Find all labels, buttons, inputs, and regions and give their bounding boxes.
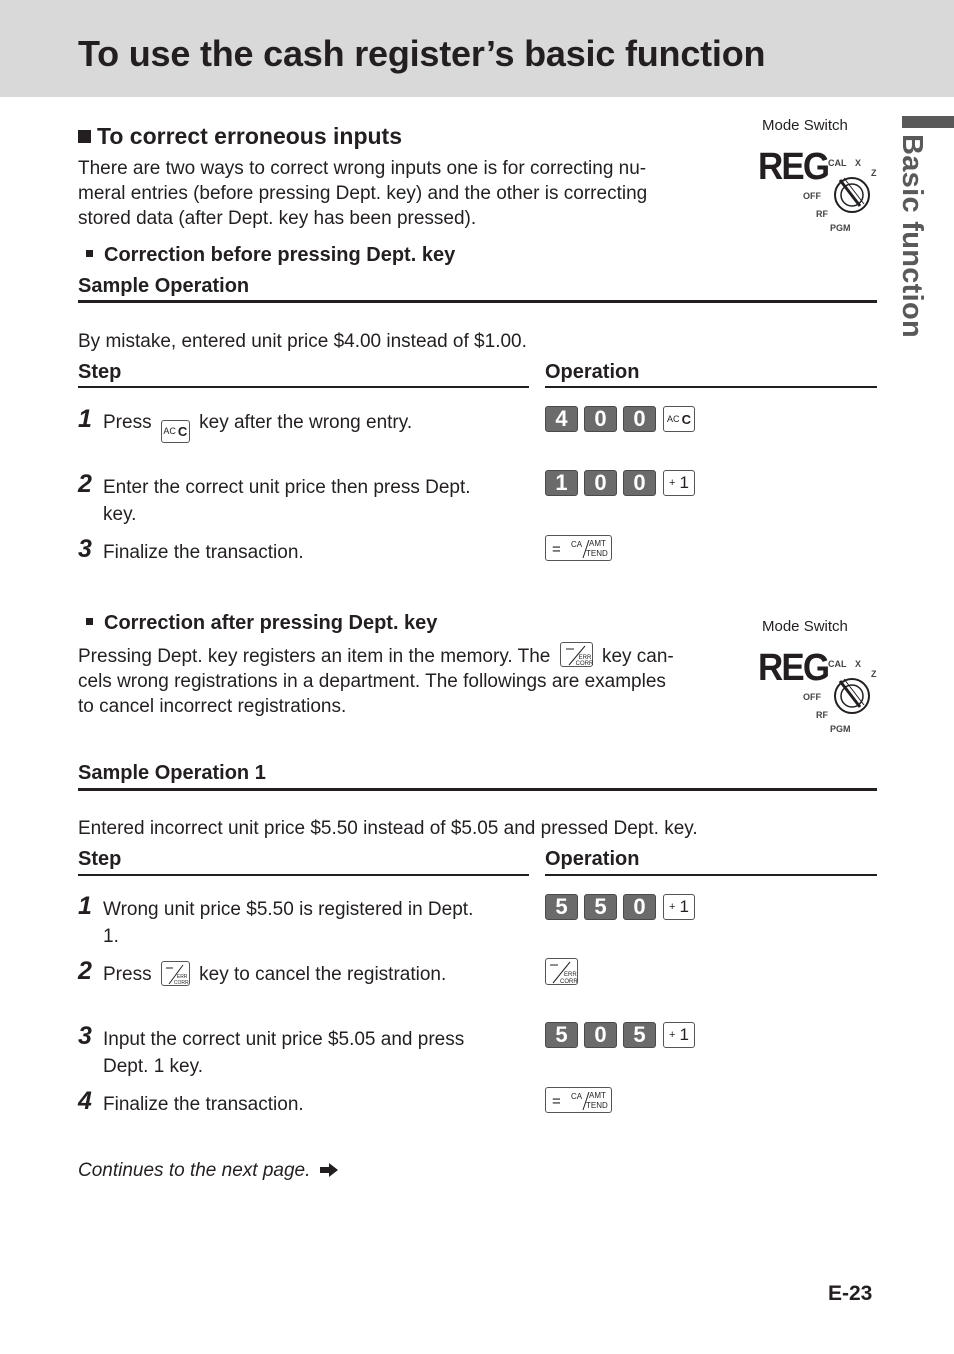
- key-0: 0: [623, 470, 656, 496]
- side-tab-bar: [902, 116, 954, 128]
- dept1-key-icon: + 1: [663, 894, 695, 920]
- side-tab-label: Basic function: [896, 134, 928, 338]
- key-0: 0: [584, 470, 617, 496]
- dept1-key-icon: + 1: [663, 470, 695, 496]
- mode-knob-icon: [830, 671, 874, 719]
- err-corr-key-icon: ERR CORR: [161, 961, 190, 986]
- key-0: 0: [584, 1022, 617, 1048]
- operation-header: Operation: [545, 361, 640, 383]
- sample-operation-title: Sample Operation: [78, 275, 250, 297]
- section-title: To correct erroneous inputs: [78, 123, 402, 150]
- err-corr-key-icon: ERR CORR: [545, 958, 578, 985]
- mode-switch-reg: REG CAL X Z OFF RF PGM: [758, 647, 877, 734]
- page-number: E-23: [828, 1282, 873, 1305]
- step-header: Step: [78, 848, 122, 870]
- ac-key-icon: AC C: [161, 420, 190, 443]
- key-0: 0: [584, 406, 617, 432]
- ca-amt-tend-key-icon: = CA AMT TEND: [545, 535, 612, 561]
- ca-amt-tend-key-icon: = CA AMT TEND: [545, 1087, 612, 1113]
- key-0: 0: [623, 894, 656, 920]
- step-number: 3: [78, 1022, 92, 1050]
- operation-header-rule: [545, 874, 877, 876]
- step-text: Enter the correct unit price then press Dept. key.: [103, 477, 471, 525]
- key-4: 4: [545, 406, 578, 432]
- step-text: Press ERR CORR key to cancel the registration.: [103, 961, 446, 988]
- sample-description: By mistake, entered unit price $4.00 instead of $1.00.: [78, 331, 527, 352]
- mode-switch-label: Mode Switch: [762, 618, 848, 635]
- sample-rule: [78, 788, 877, 791]
- step-text: Wrong unit price $5.50 is registered in Dept. 1.: [103, 899, 474, 947]
- continues-note: Continues to the next page.: [78, 1158, 339, 1183]
- bullet-heading-2: Correction after pressing Dept. key: [86, 612, 437, 635]
- reg-mode-text: REG: [758, 647, 829, 689]
- square-bullet-icon: [78, 130, 91, 143]
- key-1: 1: [545, 470, 578, 496]
- key-5: 5: [584, 894, 617, 920]
- key-5: 5: [623, 1022, 656, 1048]
- step-number: 4: [78, 1087, 92, 1115]
- err-corr-key-icon: ERR CORR: [560, 642, 593, 667]
- step-text: Press AC C key after the wrong entry.: [103, 409, 412, 443]
- step-header: Step: [78, 361, 122, 383]
- operation-header-rule: [545, 386, 877, 388]
- step-number: 3: [78, 535, 92, 563]
- page-header: [0, 0, 954, 97]
- bullet-icon: [86, 618, 93, 625]
- section-intro: There are two ways to correct wrong inputs one is for correcting nu- meral entries (before pressing Dept. key) and the other is correcting stored data (after Dept. key has been pressed).: [78, 158, 648, 229]
- step-number: 1: [78, 892, 92, 920]
- mode-switch-reg: REG CAL X Z OFF RF PGM: [758, 146, 877, 233]
- step-text: Input the correct unit price $5.05 and press Dept. 1 key.: [103, 1029, 465, 1077]
- dept1-key-icon: + 1: [663, 1022, 695, 1048]
- sample-description: Entered incorrect unit price $5.50 instead of $5.05 and pressed Dept. key.: [78, 818, 698, 839]
- bullet-heading-1: Correction before pressing Dept. key: [86, 244, 455, 267]
- mode-knob-icon: [830, 170, 874, 218]
- sample-operation-title: Sample Operation 1: [78, 762, 266, 784]
- ac-key-icon: AC C: [663, 406, 695, 432]
- side-tab: [895, 134, 935, 344]
- step-text: Finalize the transaction.: [103, 542, 304, 563]
- step-number: 2: [78, 470, 92, 498]
- operation-header: Operation: [545, 848, 640, 870]
- step-header-rule: [78, 874, 529, 876]
- reg-mode-text: REG: [758, 146, 829, 188]
- step-number: 2: [78, 957, 92, 985]
- sample-rule: [78, 300, 877, 303]
- step-number: 1: [78, 405, 92, 433]
- mode-switch-label: Mode Switch: [762, 117, 848, 134]
- step-text: Finalize the transaction.: [103, 1094, 304, 1115]
- key-5: 5: [545, 894, 578, 920]
- bullet-icon: [86, 250, 93, 257]
- step-header-rule: [78, 386, 529, 388]
- page-title: To use the cash register’s basic function: [78, 33, 766, 74]
- part2-description: Pressing Dept. key registers an item in the memory. The ERR CORR key can- cels wrong registrations in a department. The followings are examples to cancel incorrect registrations.: [78, 642, 674, 719]
- arrow-right-icon: [319, 1162, 339, 1178]
- key-5: 5: [545, 1022, 578, 1048]
- key-0: 0: [623, 406, 656, 432]
